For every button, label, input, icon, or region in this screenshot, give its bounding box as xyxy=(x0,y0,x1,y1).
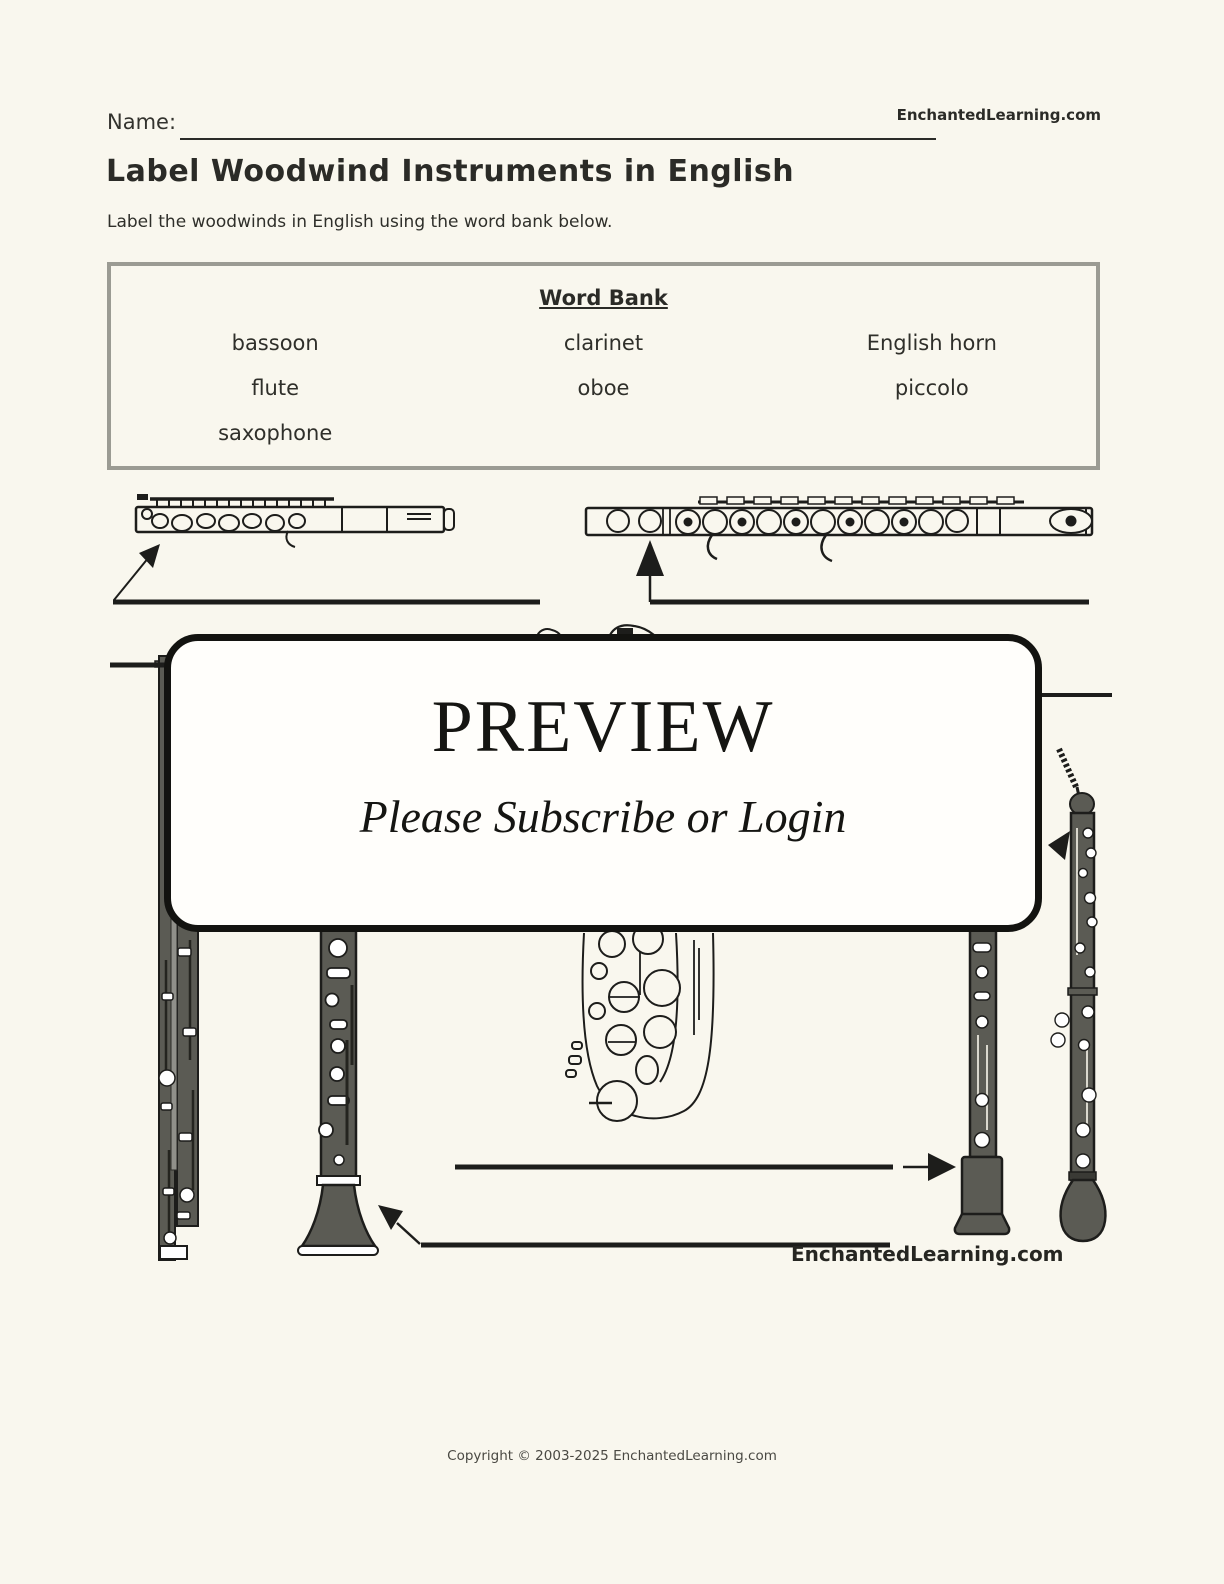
english-horn-illustration xyxy=(1051,749,1105,1241)
flute-illustration xyxy=(586,497,1092,561)
preview-overlay xyxy=(164,634,1042,932)
preview-heading: PREVIEW xyxy=(431,686,775,768)
page-title: Label Woodwind Instruments in English xyxy=(106,154,795,189)
name-label: Name: xyxy=(107,110,177,134)
answer-line-oboe xyxy=(455,1153,956,1181)
figure-watermark: EnchantedLearning.com xyxy=(791,1242,1064,1266)
copyright-text: Copyright © 2003-2025 EnchantedLearning.com xyxy=(447,1448,777,1464)
preview-subheading: Please Subscribe or Login xyxy=(359,791,847,842)
answer-line-piccolo xyxy=(113,544,540,602)
word-bank-item-oboe: oboe xyxy=(577,375,630,400)
word-bank-title: Word Bank xyxy=(539,286,668,310)
word-bank-item-bassoon: bassoon xyxy=(231,330,319,355)
word-bank-item-clarinet: clarinet xyxy=(563,330,644,355)
instructions-text: Label the woodwinds in English using the word bank below. xyxy=(107,212,613,232)
site-brand: EnchantedLearning.com xyxy=(896,106,1101,124)
piccolo-illustration xyxy=(136,494,454,547)
word-bank-item-english-horn: English horn xyxy=(866,330,997,355)
word-bank-item-piccolo: piccolo xyxy=(894,375,969,400)
word-bank-item-flute: flute xyxy=(251,375,300,400)
answer-line-clarinet xyxy=(378,1205,890,1245)
word-bank-item-saxophone: saxophone xyxy=(218,420,333,445)
answer-line-flute xyxy=(636,540,1089,602)
